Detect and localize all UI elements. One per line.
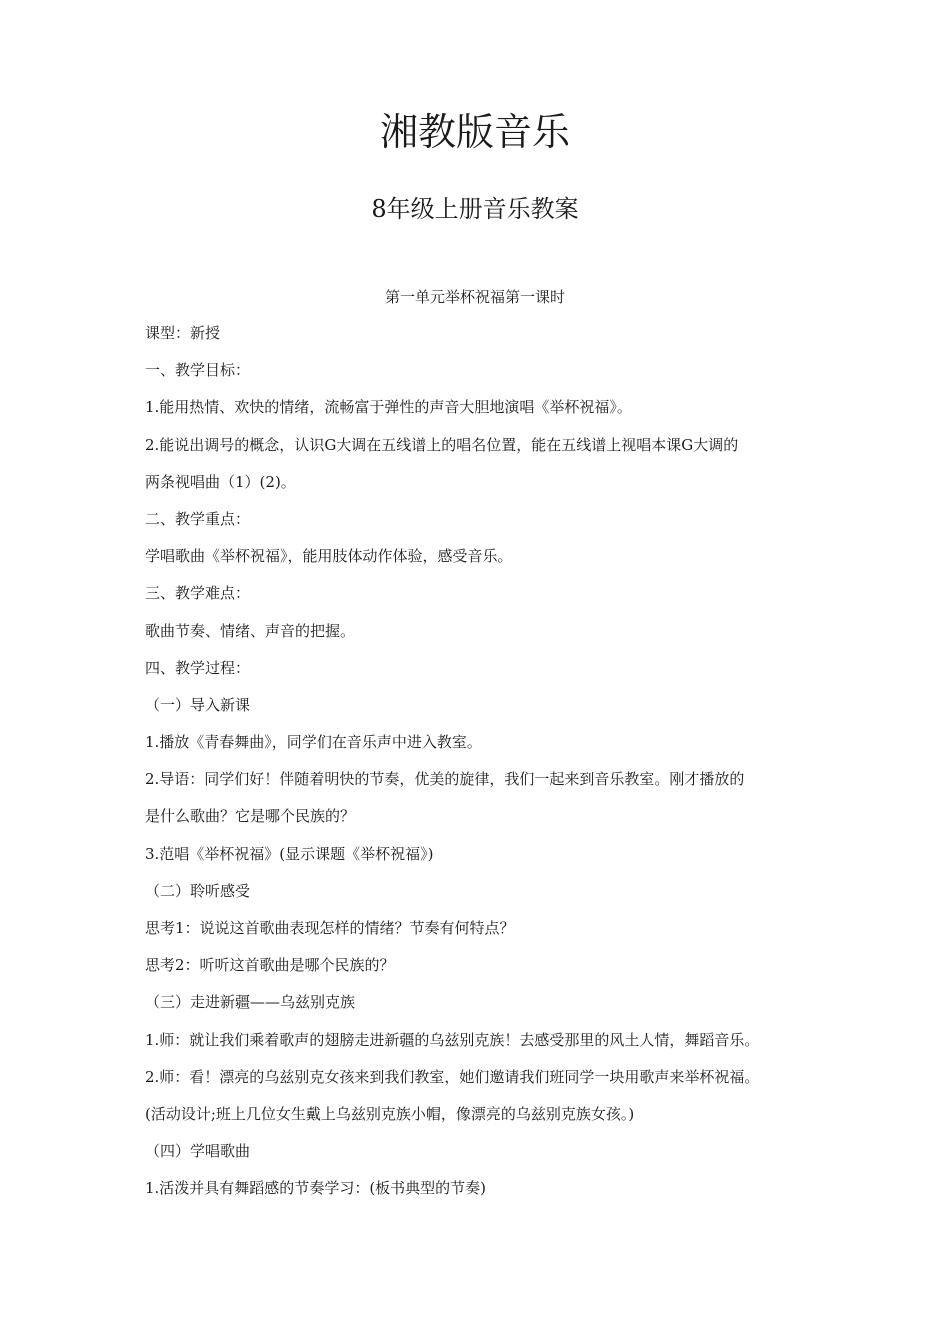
subsection-listening: （二）聆听感受 xyxy=(145,881,251,900)
introduction-item-2: 2.导语：同学们好！伴随着明快的节奏，优美的旋律，我们一起来到音乐教室。刚才播放的 xyxy=(145,770,745,789)
learn-song-item-1: 1.活泼并具有舞蹈感的节奏学习：(板书典型的节奏) xyxy=(145,1179,487,1198)
introduction-item-3: 3.范唱《举杯祝福》(显示课题《举杯祝福》) xyxy=(145,844,434,863)
difficulties-text: 歌曲节奏、情绪、声音的把握。 xyxy=(145,621,356,640)
subsection-learn-song: （四）学唱歌曲 xyxy=(145,1142,251,1161)
document-title: 湘教版音乐 xyxy=(379,110,570,154)
activity-design-note: (活动设计;班上几位女生戴上乌兹别克族小帽，像漂亮的乌兹别克族女孩。) xyxy=(145,1104,635,1123)
listening-question-2: 思考2：听听这首歌曲是哪个民族的？ xyxy=(145,956,395,975)
lesson-plan-body xyxy=(145,320,815,1213)
section-heading-objectives: 一、教学目标： xyxy=(145,361,251,380)
xinjiang-item-1: 1.师：就让我们乘着歌声的翅膀走进新疆的乌兹别克族！去感受那里的风土人情，舞蹈音乐。 xyxy=(145,1030,760,1049)
subsection-introduction: （一）导入新课 xyxy=(145,695,251,714)
key-points-text: 学唱歌曲《举杯祝福》，能用肢体动作体验，感受音乐。 xyxy=(145,547,513,566)
introduction-item-2-continued: 是什么歌曲？它是哪个民族的？ xyxy=(145,807,356,826)
section-heading-key-points: 二、教学重点： xyxy=(145,509,251,528)
course-type-line: 课型：新授 xyxy=(145,324,221,342)
subsection-xinjiang: （三）走进新疆——乌兹别克族 xyxy=(145,993,356,1012)
section-heading-difficulties: 三、教学难点： xyxy=(145,584,251,603)
xinjiang-item-2: 2.师：看！漂亮的乌兹别克女孩来到我们教室，她们邀请我们班同学一块用歌声来举杯祝福。 xyxy=(145,1067,760,1086)
objective-item-2: 2.能说出调号的概念，认识G大调在五线谱上的唱名位置，能在五线谱上视唱本课G大调的 xyxy=(145,435,739,454)
section-heading-process: 四、教学过程： xyxy=(145,658,251,677)
objective-item-1: 1.能用热情、欢快的情绪，流畅富于弹性的声音大胆地演唱《举杯祝福》。 xyxy=(145,398,632,417)
introduction-item-1: 1.播放《青春舞曲》，同学们在音乐声中进入教室。 xyxy=(145,733,482,752)
listening-question-1: 思考1：说说这首歌曲表现怎样的情绪？节奏有何特点？ xyxy=(145,919,515,937)
document-subtitle: 8年级上册音乐教案 xyxy=(371,195,579,223)
objective-item-2-continued: 两条视唱曲（1）(2)。 xyxy=(145,472,296,491)
lesson-heading: 第一单元举杯祝福第一课时 xyxy=(384,288,565,306)
